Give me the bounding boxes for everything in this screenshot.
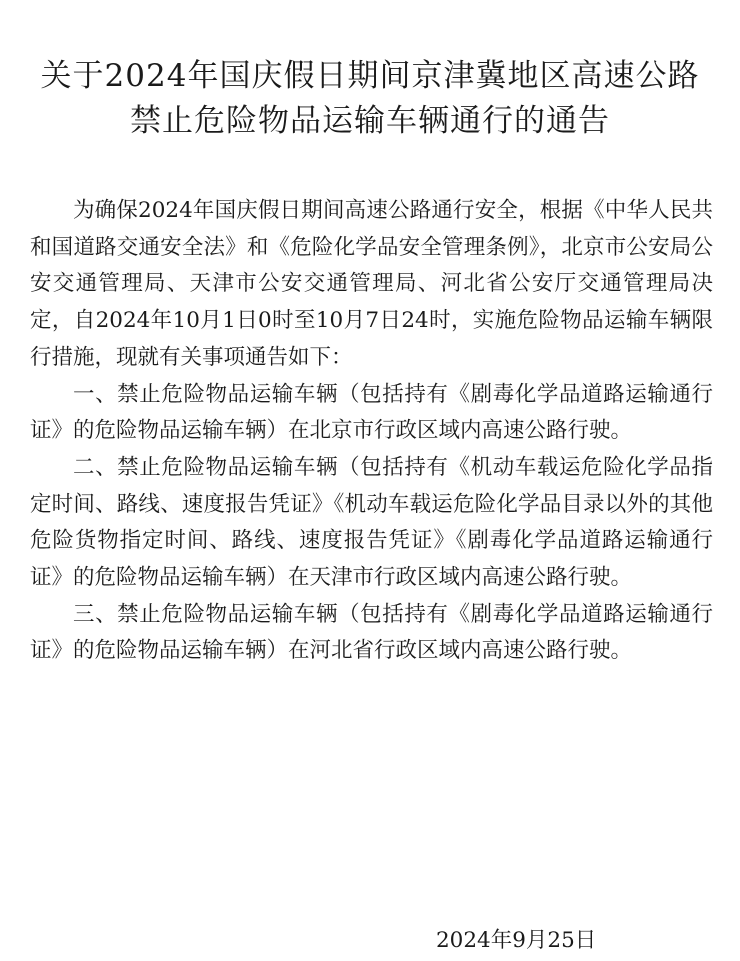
notice-body <box>30 193 713 670</box>
notice-title-line-1: 关于2024年国庆假日期间京津冀地区高速公路 <box>40 58 700 94</box>
item-2-paragraph: 二、禁止危险物品运输车辆（包括持有《机动车载运危险化学品指定时间、路线、速度报告凭证》《机动车载运危险化学品目录以外的其他危险货物指定时间、路线、速度报告凭证》《剧毒化学品道路运输通行证》的危险物品运输车辆）在天津市行政区域内高速公路行驶。 <box>30 454 713 591</box>
intro-paragraph: 为确保2024年国庆假日期间高速公路通行安全，根据《中华人民共和国道路交通安全法》和《危险化学品安全管理条例》，北京市公安局公安交通管理局、天津市公安交通管理局、河北省公安厅交通管理局决定，自2024年10月1日0时至10月7日24时，实施危险物品运输车辆限行措施，现就有关事项通告如下： <box>30 198 713 370</box>
item-1-paragraph: 一、禁止危险物品运输车辆（包括持有《剧毒化学品道路运输通行证》的危险物品运输车辆）在北京市行政区域内高速公路行驶。 <box>30 381 713 444</box>
notice-title-line-2: 禁止危险物品运输车辆通行的通告 <box>130 103 610 139</box>
notice-date: 2024年9月25日 <box>436 928 597 953</box>
item-3-paragraph: 三、禁止危险物品运输车辆（包括持有《剧毒化学品道路运输通行证》的危险物品运输车辆）在河北省行政区域内高速公路行驶。 <box>30 601 713 664</box>
